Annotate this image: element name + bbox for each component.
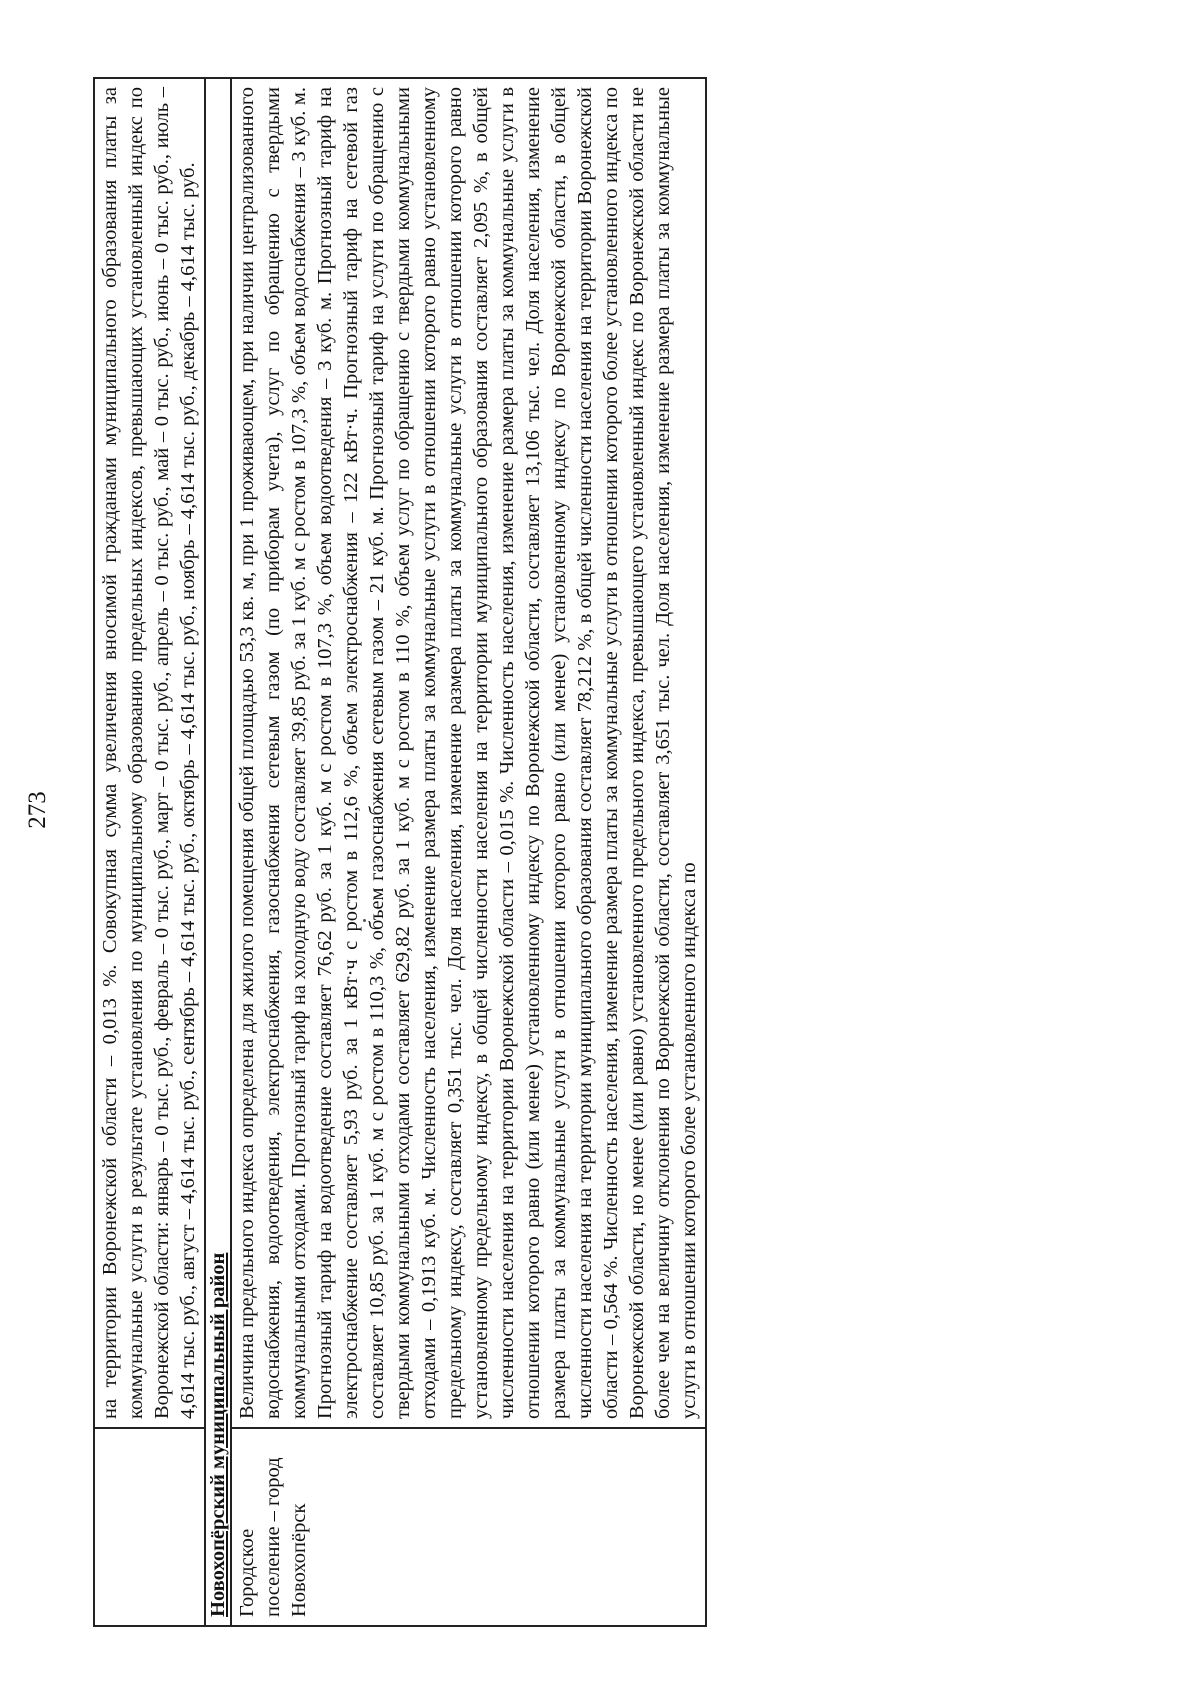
table-row-entry bbox=[231, 78, 706, 1626]
table-cell-description bbox=[231, 78, 706, 1428]
section-heading: Новохопёрский муниципальный район bbox=[205, 78, 231, 1626]
table-row-section-heading bbox=[205, 78, 231, 1626]
page-number: 273 bbox=[24, 791, 51, 829]
description-text: Величина предельного индекса определена для жилого помещения общей площадью 53,3 кв. м, при 1 проживающем, при наличии централизованного водоснабжения, водоотведения, электроснабжения, газоснабжения сетевым газом (по приборам учета), услуг по обращению с твердыми коммунальными отходами. Прогнозный тариф на холодную воду составляет 39,85 руб. за 1 куб. м с ростом в 107,3 %, объем водоснабжения – 3 куб. м. Прогнозный тариф на водоотведение составляет 76,62 руб. за 1 куб. м с ростом в 107,3 %, объем водоотведения – 3 куб. м. Прогнозный тариф на электроснабжение составляет 5,93 руб. за 1 кВт·ч с ростом в 112,6 %, объем электроснабжения – 122 кВт·ч. Прогнозный тариф на сетевой газ составляет 10,85 руб. за 1 куб. м с ростом в 110,3 %, объем газоснабжения сетевым газом – 21 куб. м. Прогнозный тариф на услуги по обращению с твердыми коммунальными отходами составляет 629,82 руб. за 1 куб. м с ростом в 110 %, объем услуг по обращению с твердыми коммунальными отходами – 0,1913 куб. м. Численность населения, изменение размера платы за коммунальные услуги в отношении которого равно установленному предельному индексу, составляет 0,351 тыс. чел. Доля населения, изменение размера платы за коммунальные услуги в отношении которого равно установленному предельному индексу, в общей численности населения на территории муниципального образования составляет 2,095 %, в общей численности населения на территории Воронежской области – 0,015 %. Численность населения, изменение размера платы за коммунальные услуги в отношении которого равно (или менее) установленному индексу по Воронежской области, составляет 13,106 тыс. чел. Доля населения, изменение размера платы за коммунальные услуги в отношении которого равно (или менее) установленному индексу по Воронежской области, в общей численности населения на территории муниципального образования составляет 78,212 %, в общей численности населения на территории Воронежской области – 0,564 %. Численность населения, изменение размера платы за коммунальные услуги в отношении которого более установленного индекса по Воронежской области, но менее (или равно) установленного предельного индекса, превышающего установленный индекс по Воронежской области не более чем на величину отклонения по Воронежской области, составляет 3,651 тыс. чел. Доля населения, изменение размера платы за коммунальные услуги в отношении которого более установленного индекса по bbox=[236, 87, 700, 1419]
table-cell-municipality bbox=[94, 1428, 205, 1626]
rotated-table-container bbox=[93, 77, 983, 1627]
table-cell-description bbox=[94, 78, 205, 1428]
table-row-continuation bbox=[94, 78, 205, 1626]
document-table bbox=[93, 77, 707, 1627]
document-table-wrapper bbox=[93, 77, 983, 1627]
table-cell-municipality: Городское поселение – город Новохопёрск bbox=[231, 1428, 706, 1626]
description-text: на территории Воронежской области – 0,013 %. Совокупная сумма увеличения вносимой гражданами муниципального образования платы за коммунальные услуги в результате установления по муниципальному образованию предельных индексов, превышающих установленный индекс по Воронежской области: январь – 0 тыс. руб., февраль – 0 тыс. руб., март – 0 тыс. руб., апрель – 0 тыс. руб., май – 0 тыс. руб., июнь – 0 тыс. руб., июль – 4,614 тыс. руб., август – 4,614 тыс. руб., сентябрь – 4,614 тыс. руб., октябрь – 4,614 тыс. руб., ноябрь – 4,614 тыс. руб., декабрь – 4,614 тыс. руб. bbox=[99, 87, 199, 1419]
